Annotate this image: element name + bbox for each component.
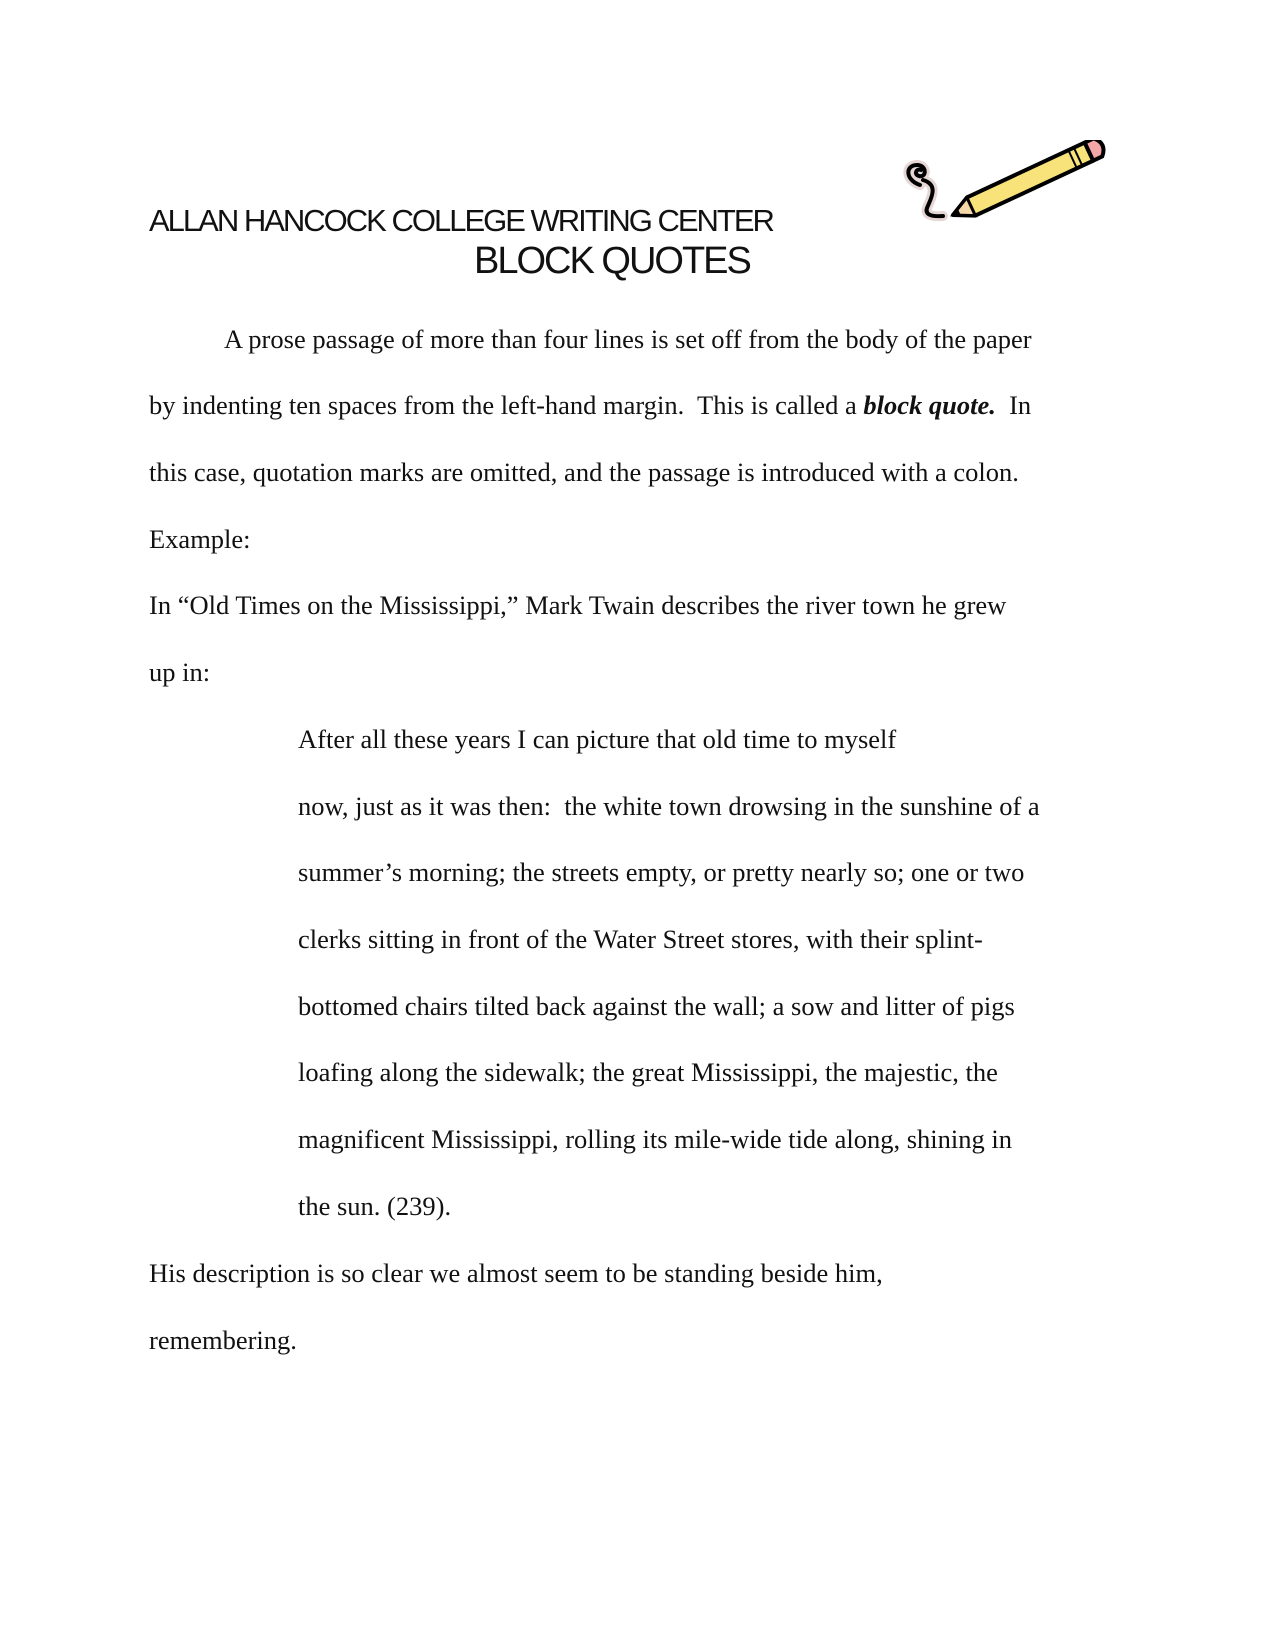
- block-quote-line: now, just as it was then: the white town drowsing in the sunshine of a: [298, 791, 1040, 821]
- closing-line: His description is so clear we almost seem to be standing beside him,: [149, 1258, 883, 1288]
- block-quote-line: the sun. (239).: [298, 1191, 452, 1221]
- intro-line: In “Old Times on the Mississippi,” Mark Twain describes the river town he grew: [149, 590, 1007, 620]
- closing-line: remembering.: [149, 1325, 297, 1355]
- org-heading: ALLAN HANCOCK COLLEGE WRITING CENTER: [149, 203, 773, 238]
- text: In: [995, 390, 1032, 420]
- text: by indenting ten spaces from the left-hand margin. This is called a: [149, 390, 864, 420]
- intro-line: A prose passage of more than four lines is set off from the body of the paper: [224, 324, 1032, 354]
- block-quote-line: After all these years I can picture that old time to myself: [298, 724, 897, 754]
- block-quote-line: summer’s morning; the streets empty, or pretty nearly so; one or two: [298, 857, 1025, 887]
- page-title: BLOCK QUOTES: [474, 240, 750, 282]
- block-quote-line: magnificent Mississippi, rolling its mile-wide tide along, shining in: [298, 1124, 1012, 1154]
- intro-line: Example:: [149, 524, 251, 554]
- intro-line: this case, quotation marks are omitted, and the passage is introduced with a colon.: [149, 457, 1019, 487]
- pencil-icon: [895, 140, 1115, 240]
- intro-line: up in:: [149, 657, 211, 687]
- block-quote-term: block quote.: [863, 390, 996, 420]
- block-quote-line: loafing along the sidewalk; the great Mississippi, the majestic, the: [298, 1057, 998, 1087]
- block-quote-line: clerks sitting in front of the Water Street stores, with their splint-: [298, 924, 983, 954]
- block-quote-line: bottomed chairs tilted back against the wall; a sow and litter of pigs: [298, 991, 1015, 1021]
- intro-line: [149, 389, 1031, 421]
